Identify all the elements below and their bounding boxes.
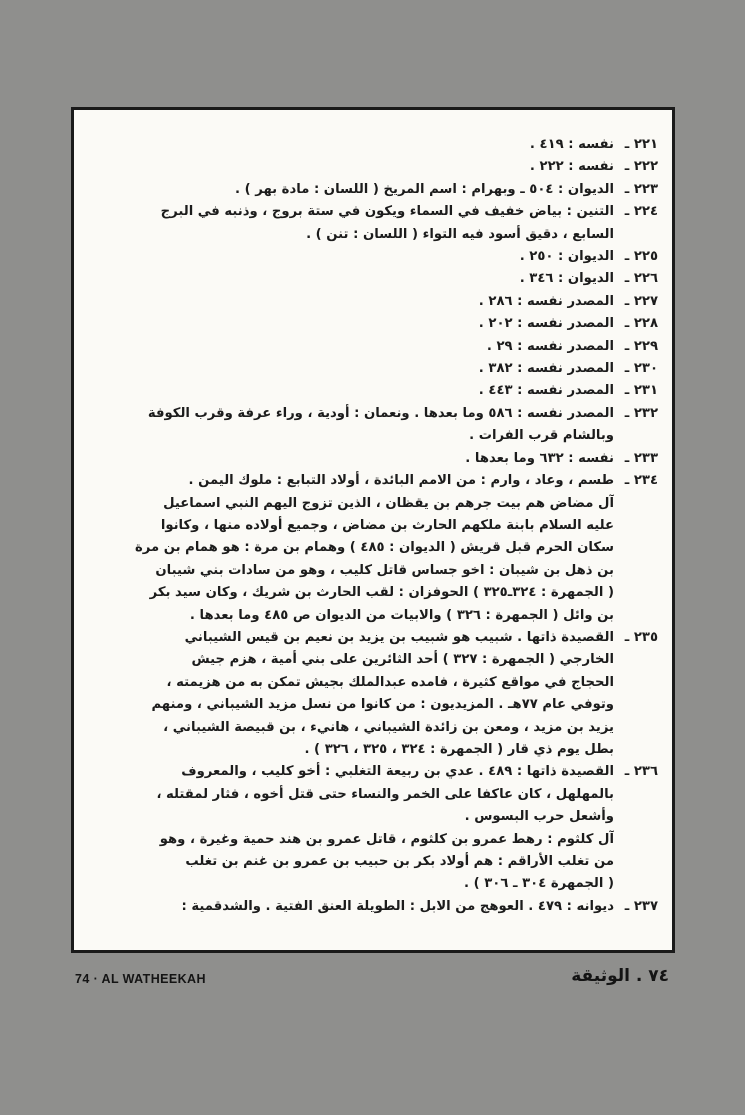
footnote-line: طسم ، وعاد ، وارم : من الامم البائدة ، أولاد التبابع : ملوك اليمن . — [188, 473, 614, 489]
footnote-item — [92, 246, 658, 268]
footnote-number: ٢٣٤ — [633, 473, 658, 489]
footnote-dash: ـ — [624, 473, 634, 489]
footnote-dash: ـ — [624, 383, 634, 399]
footnote-line: بطل يوم ذي قار ( الجمهرة : ٣٢٤ ، ٣٢٥ ، ٣٢٦ ) . — [304, 741, 614, 757]
footnote-number: ٢٣١ — [633, 383, 658, 399]
footnote-text — [92, 896, 614, 918]
footnote-number-wrap — [614, 291, 658, 313]
footnote-line: المصدر نفسه : ٢٠٢ . — [478, 316, 614, 332]
footnote-number-wrap — [614, 246, 658, 268]
footnote-line: نفسه : ٦٣٢ وما بعدها . — [465, 450, 614, 466]
footnote-text — [92, 627, 614, 761]
footnote-dash: ـ — [624, 159, 634, 175]
footnote-item — [92, 761, 658, 895]
footer-page-label-latin: 74 · AL WATHEEKAH — [75, 972, 206, 986]
footnote-number-wrap — [614, 336, 658, 358]
footnote-item — [92, 134, 658, 156]
footnote-number: ٢٢٤ — [633, 204, 658, 220]
footnote-line: المصدر نفسه : ٥٨٦ وما بعدها . ونعمان : أودية ، وراء عرفة وقرب الكوفة — [147, 405, 614, 421]
footnote-number-wrap — [614, 380, 658, 402]
footnote-line: المصدر نفسه : ٣٨٢ . — [478, 361, 614, 377]
footnote-line: نفسه : ٤١٩ . — [529, 137, 614, 152]
footnote-dash: ـ — [624, 181, 634, 197]
footnote-number: ٢٢٩ — [633, 338, 658, 354]
footnote-line: يزيد بن مزيد ، ومعن بن زائدة الشيباني ، هانيء ، بن قبيصة الشيباني ، — [163, 719, 614, 735]
footnote-item — [92, 313, 658, 335]
footnote-number-wrap — [614, 358, 658, 380]
footnote-line: المصدر نفسه : ٢٩ . — [486, 338, 614, 354]
footnote-item — [92, 179, 658, 201]
footnote-text — [92, 358, 614, 380]
footnote-number: ٢٢٣ — [633, 181, 658, 197]
footnote-number: ٢٢٧ — [633, 293, 658, 309]
footnote-item — [92, 403, 658, 448]
footnote-line: من تغلب الأراقم : هم أولاد بكر بن حبيب بن عمرو بن غنم بن تغلب — [185, 854, 614, 869]
footnote-line: المصدر نفسه : ٢٨٦ . — [478, 293, 614, 309]
footnote-number: ٢٣٧ — [633, 898, 658, 914]
footnote-dash: ـ — [624, 361, 634, 377]
footnote-number-wrap — [614, 896, 658, 918]
footnote-line: الحجاج في مواقع كثيرة ، فامده عبدالملك بجيش تمكن به من هزيمته ، — [166, 674, 614, 690]
footnote-text — [92, 156, 614, 178]
footnote-text — [92, 134, 614, 156]
footnote-dash: ـ — [624, 338, 634, 354]
footnote-line: عليه السلام بابنة ملكهم الحارث بن مضاض ، وجميع أولاده منها ، وكانوا — [160, 517, 614, 533]
footnote-item — [92, 201, 658, 246]
footnote-number: ٢٣٠ — [633, 361, 658, 377]
footnote-line: نفسه : ٢٢٢ . — [529, 159, 614, 175]
footnote-dash: ـ — [624, 204, 634, 220]
footnote-line: المصدر نفسه : ٤٤٣ . — [478, 383, 614, 399]
footnote-line: وبالشام قرب الفرات . — [469, 428, 614, 444]
footnote-line: الخارجي ( الجمهرة : ٣٢٧ ) أحد الثائرين على بني أمية ، هزم جيش — [191, 652, 614, 668]
footnote-number: ٢٢٢ — [633, 159, 658, 175]
footnote-dash: ـ — [624, 450, 634, 466]
footnote-line: ( الجمهرة : ٣٢٤ـ٣٢٥ ) الحوفزان : لقب الحارث بن شريك ، وكان سيد بكر — [149, 585, 614, 601]
footnote-line: الديوان : ٥٠٤ ـ وبهرام : اسم المريخ ( اللسان : مادة بهر ) . — [235, 181, 614, 197]
footnote-dash: ـ — [624, 405, 634, 421]
footnote-number: ٢٣٣ — [633, 450, 658, 466]
footnote-line: بالمهلهل ، كان عاكفا على الخمر والنساء حتى قتل أخوه ، فثار لمقتله ، — [156, 786, 614, 802]
footnote-number: ٢٢٦ — [633, 271, 658, 287]
footnote-item — [92, 291, 658, 313]
footnote-number: ٢٢٨ — [633, 316, 658, 332]
footnote-item — [92, 268, 658, 290]
footnote-number: ٢٢٥ — [633, 249, 658, 265]
footnote-number-wrap — [614, 201, 658, 223]
footnote-line: الديوان : ٣٤٦ . — [519, 271, 614, 287]
footnote-item — [92, 627, 658, 761]
footnote-number-wrap — [614, 470, 658, 492]
footnote-dash: ـ — [624, 271, 634, 287]
footnote-line: القصيدة ذاتها . شبيب هو شبيب بن يزيد بن نعيم بن قيس الشيباني — [184, 629, 614, 645]
footer-page-label-arabic: ٧٤ . الوثيقة — [571, 966, 669, 986]
footnote-dash: ـ — [624, 629, 634, 645]
footnote-item — [92, 156, 658, 178]
footnote-text — [92, 761, 614, 895]
footnote-text — [92, 448, 614, 470]
footnote-line: سكان الحرم قبل قريش ( الديوان : ٤٨٥ ) وهمام بن مرة : هو همام بن مرة — [135, 540, 614, 556]
footnote-number: ٢٢١ — [633, 137, 658, 152]
footnote-dash: ـ — [624, 137, 634, 152]
footnote-text — [92, 246, 614, 268]
footnotes-list — [92, 134, 658, 918]
footnote-number-wrap — [614, 313, 658, 335]
footnote-number-wrap — [614, 761, 658, 783]
footnote-item — [92, 896, 658, 918]
footnote-text — [92, 201, 614, 246]
footnote-item — [92, 358, 658, 380]
footnote-number: ٢٣٢ — [633, 405, 658, 421]
footnote-number-wrap — [614, 179, 658, 201]
footnote-line: السابع ، دقيق أسود فيه التواء ( اللسان : تنن ) . — [306, 226, 614, 242]
footnote-dash: ـ — [624, 898, 634, 914]
footnote-text — [92, 179, 614, 201]
footnote-line: ( الجمهرة ٣٠٤ ـ ٣٠٦ ) . — [464, 876, 614, 892]
footnote-number-wrap — [614, 448, 658, 470]
footnote-item — [92, 470, 658, 627]
footnote-dash: ـ — [624, 249, 634, 265]
footnote-line: وتوفي عام ٧٧هـ . المزيديون : من كانوا من نسل مزيد الشيباني ، ومنهم — [151, 697, 614, 713]
footnote-line: آل مضاض هم بيت جرهم بن يقظان ، الذين تزوج اليهم النبي اسماعيل — [163, 495, 614, 511]
footnote-text — [92, 470, 614, 627]
footnote-dash: ـ — [624, 293, 634, 309]
footnote-item — [92, 448, 658, 470]
footnote-text — [92, 403, 614, 448]
footnote-item — [92, 336, 658, 358]
footnote-text — [92, 291, 614, 313]
footnote-number: ٢٣٦ — [633, 764, 658, 780]
footnote-text — [92, 313, 614, 335]
footnote-line: الديوان : ٢٥٠ . — [519, 249, 614, 265]
footnote-line: وأشعل حرب البسوس . — [464, 809, 614, 825]
footnote-line: بن ذهل بن شيبان : اخو جساس قاتل كليب ، وهو من سادات بني شيبان — [155, 562, 614, 578]
footnote-number: ٢٣٥ — [633, 629, 658, 645]
footnote-line: القصيدة ذاتها : ٤٨٩ . عدي بن ربيعة التغلبي : أخو كليب ، والمعروف — [181, 764, 614, 780]
footnote-line: ديوانه : ٤٧٩ . العوهج من الابل : الطويلة العنق الفتية . والشدقمية : — [181, 898, 614, 914]
footnote-text — [92, 380, 614, 402]
footnote-number-wrap — [614, 134, 658, 156]
footnote-dash: ـ — [624, 764, 634, 780]
footnote-item — [92, 380, 658, 402]
footnote-text — [92, 268, 614, 290]
footnote-number-wrap — [614, 156, 658, 178]
footnote-number-wrap — [614, 403, 658, 425]
footnote-number-wrap — [614, 268, 658, 290]
footnote-line: التنين : بياض خفيف في السماء ويكون في ستة بروج ، وذنبه في البرج — [160, 204, 614, 220]
footnote-line: آل كلثوم : رهط عمرو بن كلثوم ، قاتل عمرو بن هند حمية وغيرة ، وهو — [159, 831, 614, 847]
footnote-number-wrap — [614, 627, 658, 649]
footnote-dash: ـ — [624, 316, 634, 332]
page-frame — [71, 107, 675, 953]
footnote-line: بن وائل ( الجمهرة : ٣٢٦ ) والابيات من الديوان ص ٤٨٥ وما بعدها . — [189, 607, 614, 623]
footnote-text — [92, 336, 614, 358]
